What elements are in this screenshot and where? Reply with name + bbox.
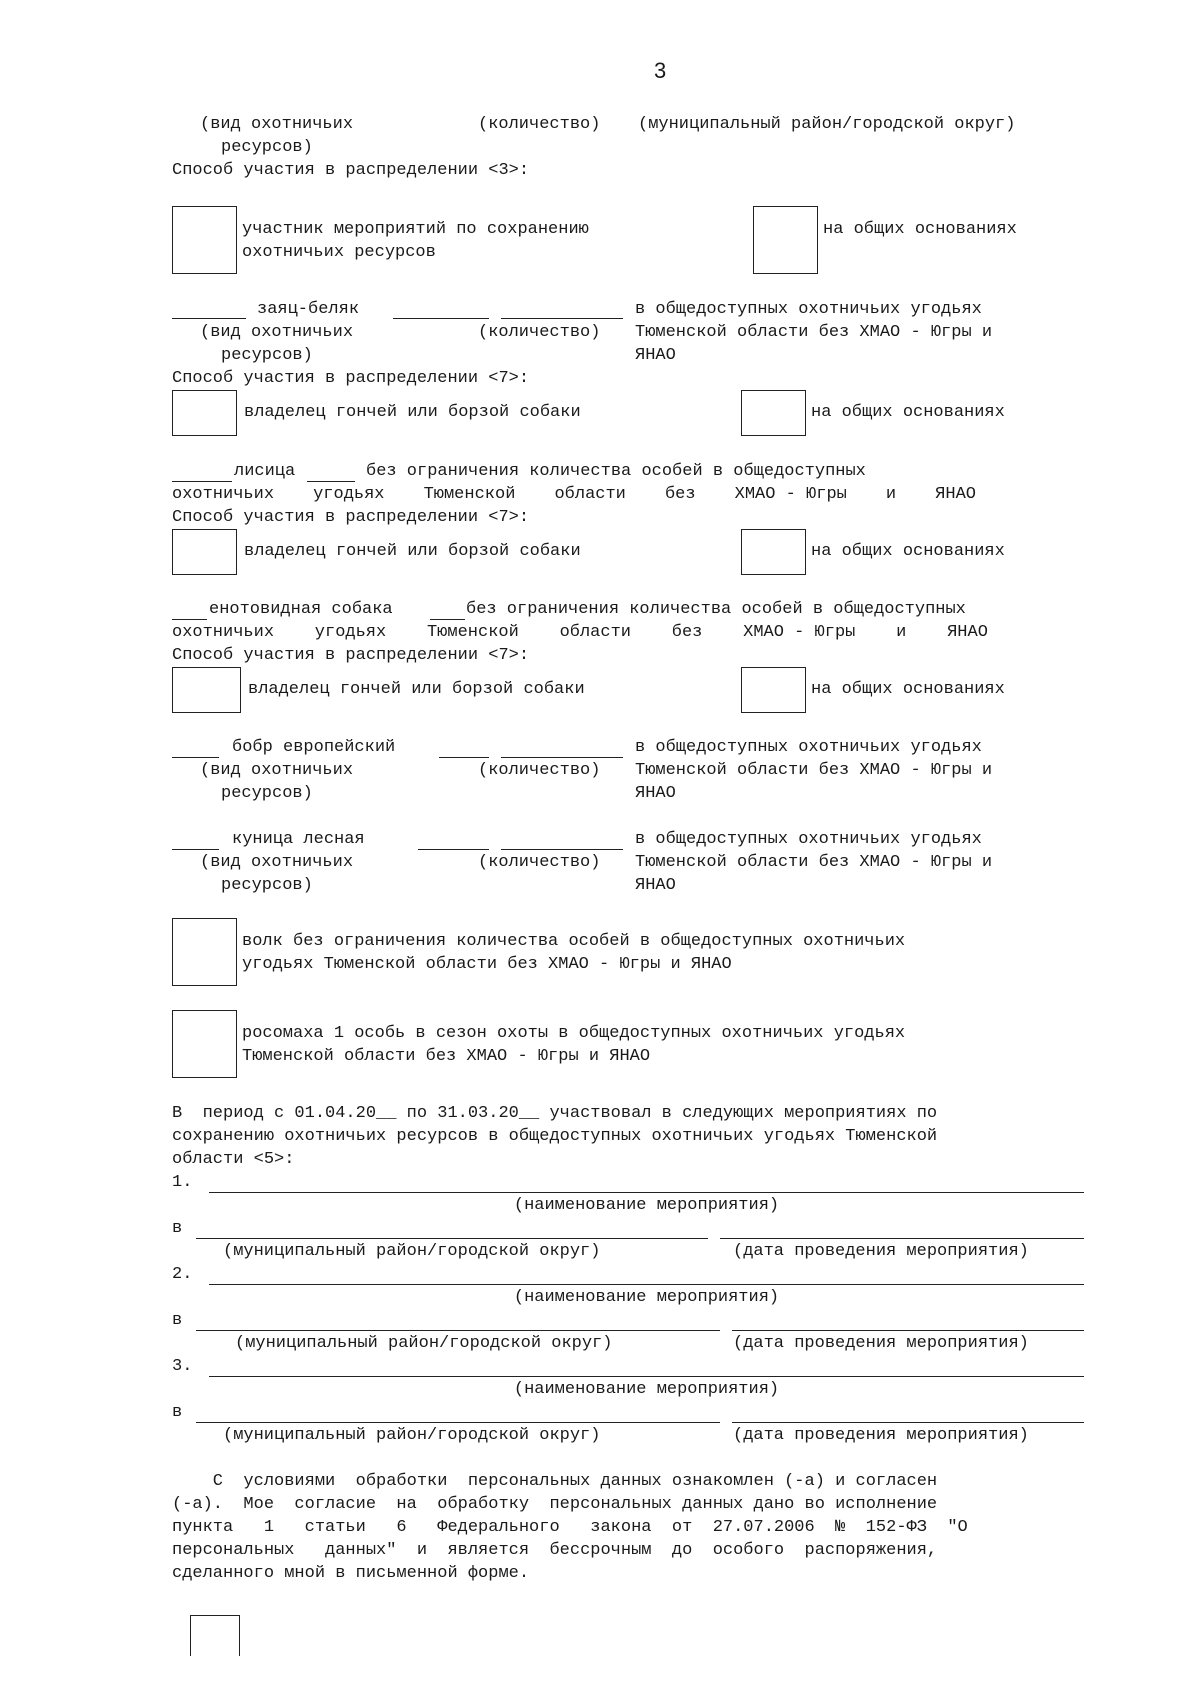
word: ЯНАО bbox=[947, 623, 988, 642]
checkbox-conservation-participant[interactable] bbox=[172, 206, 237, 274]
word: области bbox=[559, 623, 631, 642]
general-basis-label: на общих основаниях bbox=[823, 220, 1017, 239]
word: без bbox=[671, 623, 703, 642]
raccoon-field[interactable] bbox=[430, 619, 465, 620]
event-date-caption: (дата проведения мероприятия) bbox=[733, 1426, 1029, 1445]
beaver-area-line3: ЯНАО bbox=[635, 784, 676, 803]
event-in-label: в bbox=[172, 1311, 183, 1330]
species-hare: заяц-беляк bbox=[257, 300, 360, 319]
word: охотничьих bbox=[172, 485, 275, 504]
label-qty: (количество) bbox=[478, 115, 601, 134]
label-qty: (количество) bbox=[478, 853, 601, 872]
event-name-caption: (наименование мероприятия) bbox=[513, 1288, 780, 1307]
beaver-area-line1: в общедоступных охотничьих угодьях bbox=[635, 738, 982, 757]
raccoon-unlimited-text: без ограничения количества особей в общедоступных bbox=[466, 600, 966, 619]
marten-kind-field[interactable] bbox=[172, 849, 219, 850]
event-in-label: в bbox=[172, 1219, 183, 1238]
conservation-participant-label: участник мероприятий по сохранению bbox=[242, 220, 589, 239]
fox-area-line2 bbox=[172, 483, 976, 506]
event-2-muni-field[interactable] bbox=[196, 1330, 720, 1331]
hare-area-line1: в общедоступных охотничьих угодьях bbox=[635, 300, 982, 319]
page-number: 3 bbox=[654, 58, 667, 83]
event-number: 1. bbox=[172, 1173, 193, 1192]
consent-text-line2: (-а). Мое согласие на обработку персональных данных дано во исполнение bbox=[172, 1495, 938, 1514]
participation-method-label: Способ участия в распределении <3>: bbox=[172, 161, 530, 180]
consent-text-line5: сделанного мной в письменной форме. bbox=[172, 1564, 530, 1583]
period-text-line1: В период с 01.04.20__ по 31.03.20__ участвовал в следующих мероприятиях по bbox=[172, 1104, 938, 1123]
checkbox-hare-dog-owner[interactable] bbox=[172, 390, 237, 436]
event-name-caption: (наименование мероприятия) bbox=[513, 1196, 780, 1215]
word: охотничьих bbox=[172, 623, 275, 642]
label-kind-cont: ресурсов) bbox=[221, 346, 313, 365]
event-1-date-field[interactable] bbox=[720, 1238, 1084, 1239]
label-kind-cont: ресурсов) bbox=[221, 876, 313, 895]
label-qty: (количество) bbox=[478, 761, 601, 780]
dog-owner-label: владелец гончей или борзой собаки bbox=[244, 542, 581, 561]
event-1-name-field[interactable] bbox=[209, 1192, 1084, 1193]
word: Тюменской bbox=[423, 485, 516, 504]
general-basis-label: на общих основаниях bbox=[811, 542, 1005, 561]
dog-owner-label: владелец гончей или борзой собаки bbox=[248, 680, 585, 699]
label-kind: (вид охотничьих bbox=[200, 115, 354, 134]
event-3-name-field[interactable] bbox=[209, 1376, 1084, 1377]
marten-area-line3: ЯНАО bbox=[635, 876, 676, 895]
event-1-muni-field[interactable] bbox=[196, 1238, 708, 1239]
marten-field-1[interactable] bbox=[418, 849, 489, 850]
period-text-line2: сохранению охотничьих ресурсов в общедоступных охотничьих угодьях Тюменской bbox=[172, 1127, 938, 1146]
raccoon-area-line2 bbox=[172, 621, 988, 644]
event-name-caption: (наименование мероприятия) bbox=[513, 1380, 780, 1399]
species-marten: куница лесная bbox=[232, 830, 365, 849]
word: Тюменской bbox=[426, 623, 519, 642]
label-kind: (вид охотничьих bbox=[200, 853, 354, 872]
participation-method-label: Способ участия в распределении <7>: bbox=[172, 369, 530, 388]
event-muni-caption: (муниципальный район/городской округ) bbox=[223, 1242, 601, 1261]
beaver-field-1[interactable] bbox=[439, 757, 489, 758]
wolverine-text-line1: росомаха 1 особь в сезон охоты в общедоступных охотничьих угодьях bbox=[242, 1024, 906, 1043]
event-number: 2. bbox=[172, 1265, 193, 1284]
marten-area-line2: Тюменской области без ХМАО - Югры и bbox=[635, 853, 993, 872]
checkbox-consent[interactable] bbox=[190, 1615, 240, 1656]
beaver-quantity-field[interactable] bbox=[501, 757, 623, 758]
fox-kind-field[interactable] bbox=[172, 481, 232, 482]
event-date-caption: (дата проведения мероприятия) bbox=[733, 1334, 1029, 1353]
event-muni-caption: (муниципальный район/городской округ) bbox=[235, 1334, 613, 1353]
checkbox-raccoon-general[interactable] bbox=[741, 667, 806, 713]
word: без bbox=[664, 485, 696, 504]
fox-field[interactable] bbox=[307, 481, 355, 482]
event-2-date-field[interactable] bbox=[732, 1330, 1084, 1331]
label-muni: (муниципальный район/городской округ) bbox=[638, 115, 1016, 134]
consent-text-line3: пункта 1 статьи 6 Федерального закона от 27.07.2006 № 152-ФЗ "О bbox=[172, 1518, 968, 1537]
consent-text-line1: С условиями обработки персональных данных ознакомлен (-а) и согласен bbox=[172, 1472, 938, 1491]
raccoon-kind-field[interactable] bbox=[172, 619, 207, 620]
period-text-line3: области <5>: bbox=[172, 1150, 295, 1169]
word: ХМАО - Югры bbox=[743, 623, 856, 642]
beaver-area-line2: Тюменской области без ХМАО - Югры и bbox=[635, 761, 993, 780]
wolf-text-line1: волк без ограничения количества особей в общедоступных охотничьих bbox=[242, 932, 906, 951]
checkbox-hare-general[interactable] bbox=[741, 390, 806, 436]
wolverine-text-line2: Тюменской области без ХМАО - Югры и ЯНАО bbox=[242, 1047, 651, 1066]
checkbox-fox-dog-owner[interactable] bbox=[172, 529, 237, 575]
event-date-caption: (дата проведения мероприятия) bbox=[733, 1242, 1029, 1261]
species-fox: лисица bbox=[234, 462, 296, 481]
event-3-muni-field[interactable] bbox=[196, 1422, 720, 1423]
general-basis-label: на общих основаниях bbox=[811, 403, 1005, 422]
beaver-kind-field[interactable] bbox=[172, 757, 219, 758]
hare-quantity-field[interactable] bbox=[501, 318, 623, 319]
word: и bbox=[896, 623, 907, 642]
event-3-date-field[interactable] bbox=[732, 1422, 1084, 1423]
hare-kind-field[interactable] bbox=[172, 318, 246, 319]
word: ХМАО - Югры bbox=[734, 485, 847, 504]
marten-area-line1: в общедоступных охотничьих угодьях bbox=[635, 830, 982, 849]
checkbox-general-basis[interactable] bbox=[753, 206, 818, 274]
checkbox-fox-general[interactable] bbox=[741, 529, 806, 575]
hare-area-line3: ЯНАО bbox=[635, 346, 676, 365]
wolf-text-line2: угодьях Тюменской области без ХМАО - Югры и ЯНАО bbox=[242, 955, 732, 974]
checkbox-wolf[interactable] bbox=[172, 918, 237, 986]
conservation-participant-label-cont: охотничьих ресурсов bbox=[242, 243, 436, 262]
word: ЯНАО bbox=[935, 485, 976, 504]
word: области bbox=[554, 485, 626, 504]
participation-method-label: Способ участия в распределении <7>: bbox=[172, 508, 530, 527]
word: угодьях bbox=[313, 485, 385, 504]
label-qty: (количество) bbox=[478, 323, 601, 342]
label-kind: (вид охотничьих bbox=[200, 323, 354, 342]
checkbox-wolverine[interactable] bbox=[172, 1010, 237, 1078]
marten-quantity-field[interactable] bbox=[501, 849, 623, 850]
consent-text-line4: персональных данных" и является бессрочным до особого распоряжения, bbox=[172, 1541, 938, 1560]
event-in-label: в bbox=[172, 1403, 183, 1422]
word: угодьях bbox=[314, 623, 387, 642]
general-basis-label: на общих основаниях bbox=[811, 680, 1005, 699]
hare-area-line2: Тюменской области без ХМАО - Югры и bbox=[635, 323, 993, 342]
checkbox-raccoon-dog-owner[interactable] bbox=[172, 667, 241, 713]
species-beaver: бобр европейский bbox=[232, 738, 396, 757]
event-2-name-field[interactable] bbox=[209, 1284, 1084, 1285]
label-kind-cont: ресурсов) bbox=[221, 138, 313, 157]
species-raccoon-dog: енотовидная собака bbox=[209, 600, 393, 619]
label-kind: (вид охотничьих bbox=[200, 761, 354, 780]
event-number: 3. bbox=[172, 1357, 193, 1376]
dog-owner-label: владелец гончей или борзой собаки bbox=[244, 403, 581, 422]
event-muni-caption: (муниципальный район/городской округ) bbox=[223, 1426, 601, 1445]
participation-method-label: Способ участия в распределении <7>: bbox=[172, 646, 530, 665]
fox-unlimited-text: без ограничения количества особей в общедоступных bbox=[366, 462, 866, 481]
hare-field-1[interactable] bbox=[393, 318, 489, 319]
word: и bbox=[885, 485, 897, 504]
label-kind-cont: ресурсов) bbox=[221, 784, 313, 803]
